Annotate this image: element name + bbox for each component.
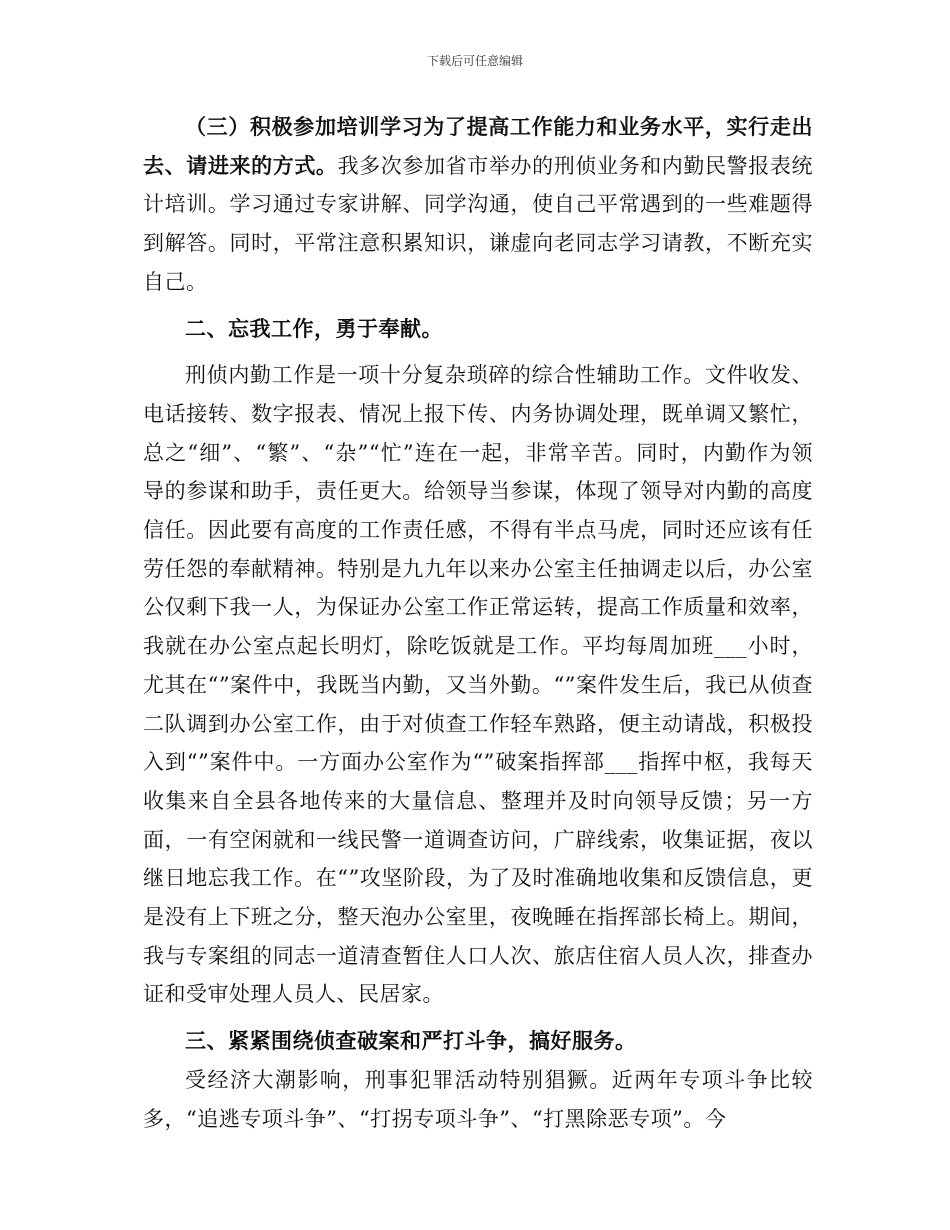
- document-body: [143, 108, 813, 1138]
- header-note: 下载后可任意编辑: [426, 54, 523, 68]
- paragraph-training-lead: （三）积极参加培训学习为了提高工作能力和业务水平，实行走出去、请进来的方式。: [143, 114, 813, 178]
- paragraph-training: [143, 108, 813, 302]
- paragraph-dedication: 刑侦内勤工作是一项十分复杂琐碎的综合性辅助工作。文件收发、电话接转、数字报表、情况上报下传、内务协调处理，既单调又繁忙，总之“细”、“繁”、“杂”“忙”连在一起，非常辛苦。同时，内勤作为领导的参谋和助手，责任更大。给领导当参谋，体现了领导对内勤的高度信任。因此要有高度的工作责任感，不得有半点马虎，同时还应该有任劳任怨的奉献精神。特别是九九年以来办公室主任抽调走以后，办公室公仅剩下我一人，为保证办公室工作正常运转，提高工作质量和效率，我就在办公室点起长明灯，除吃饭就是工作。平均每周加班___小时，尤其在“”案件中，我既当内勤，又当外勤。“”案件发生后，我已从侦查二队调到办公室工作，由于对侦查工作轻车熟路，便主动请战，积极投入到“”案件中。一方面办公室作为“”破案指挥部___指挥中枢，我每天收集来自全县各地传来的大量信息、整理并及时向领导反馈；另一方面，一有空闲就和一线民警一道调查访问，广辟线索，收集证据，夜以继日地忘我工作。在“”攻坚阶段，为了及时准确地收集和反馈信息，更是没有上下班之分，整天泡办公室里，夜晚睡在指挥部长椅上。期间，我与专案组的同志一道清查暂住人口人次、旅店住宿人员人次，排查办证和受审处理人员人、民居家。: [143, 363, 813, 1007]
- section-heading-service: 三、紧紧围绕侦查破案和严打斗争，搞好服务。: [185, 1028, 637, 1054]
- paragraph-training-body: 我多次参加省市举办的刑侦业务和内勤民警报表统计培训。学习通过专家讲解、同学沟通，使自己平常遇到的一些难题得到解答。同时，平常注意积累知识，谦虚向老同志学习请教，不断充实自己。: [143, 153, 814, 294]
- section-heading-dedication: 二、忘我工作，勇于奉献。: [185, 315, 443, 341]
- paragraph-service: 受经济大潮影响，刑事犯罪活动特别猖獗。近两年专项斗争比较多，“追逃专项斗争”、“打拐专项斗争”、“打黑除恶专项”。今: [143, 1067, 813, 1131]
